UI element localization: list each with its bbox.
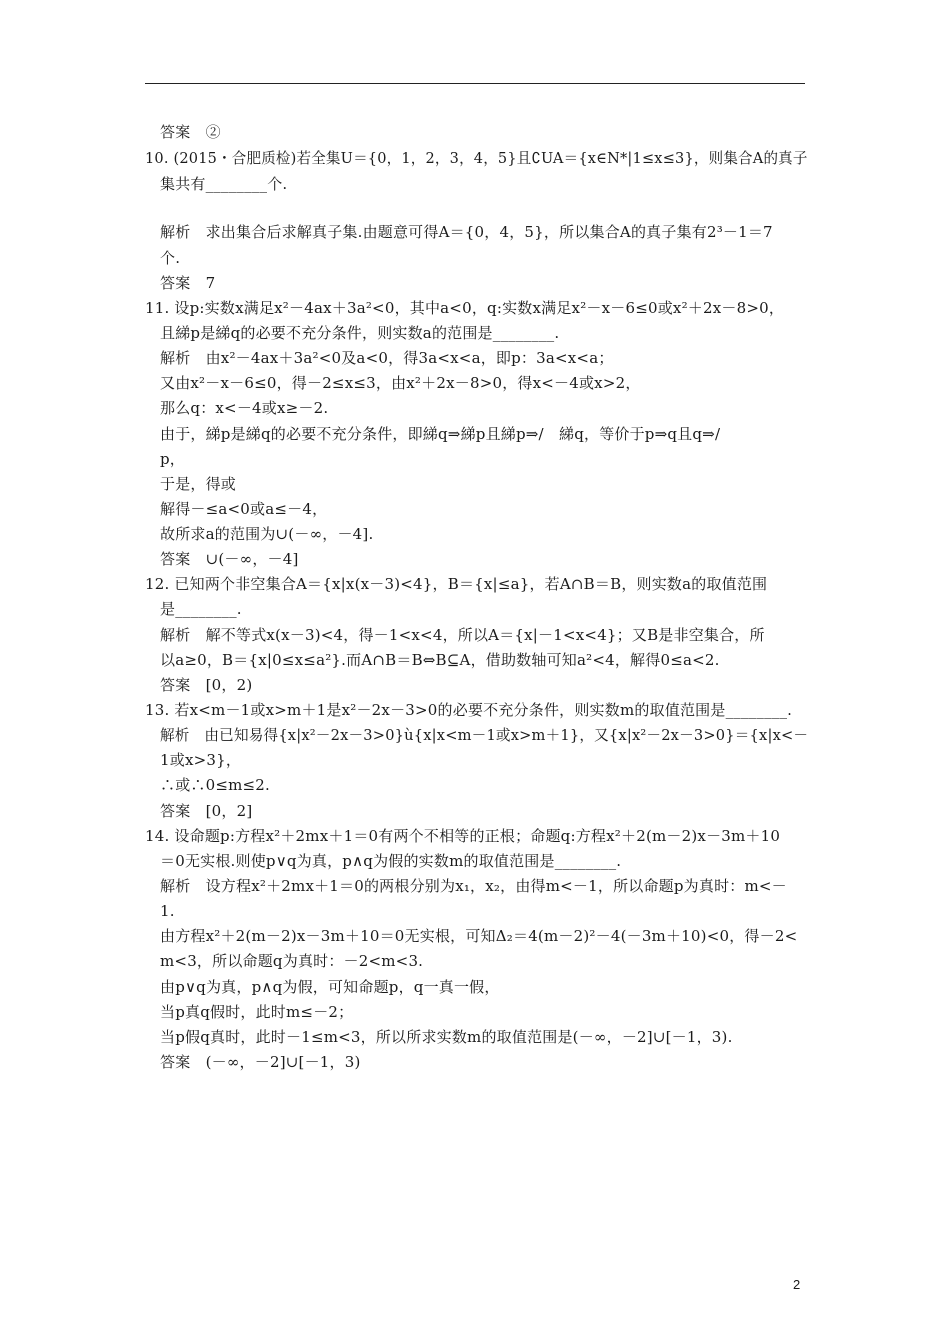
analysis-13-line-2: 1或x>3}， — [160, 751, 242, 769]
analysis-14-line-3: 由方程x²＋2(m－2)x－3m＋10＝0无实根，可知Δ₂＝4(m－2)²－4(－3m＋10)<0，得－2< — [160, 927, 798, 945]
answer-11: 答案 ∪(－∞，－4] — [160, 550, 299, 568]
problem-10-line-2: 集共有________个. — [160, 175, 288, 193]
header-rule — [145, 83, 805, 84]
analysis-14-line-7: 当p假q真时，此时－1≤m<3，所以所求实数m的取值范围是(－∞，－2]∪[－1，3). — [160, 1028, 733, 1046]
analysis-11-line-2: 又由x²－x－6≤0，得－2≤x≤3，由x²＋2x－8>0，得x<－4或x>2， — [160, 374, 641, 392]
answer-12: 答案 [0，2) — [160, 676, 253, 694]
analysis-14-line-1: 解析 设方程x²＋2mx＋1＝0的两根分别为x₁，x₂，由得m<－1，所以命题p为真时：m<－ — [160, 877, 787, 895]
answer-14: 答案 (－∞，－2]∪[－1，3) — [160, 1053, 361, 1071]
analysis-11-line-6: 于是，得或 — [160, 475, 237, 493]
analysis-10-line-1: 解析 求出集合后求解真子集.由题意可得A＝{0，4，5}，所以集合A的真子集有2³－1＝7 — [160, 223, 773, 241]
analysis-10-line-2: 个. — [160, 249, 181, 267]
answer-10: 答案 7 — [160, 274, 216, 292]
analysis-12-line-1: 解析 解不等式x(x－3)<4，得－1<x<4，所以A＝{x|－1<x<4}；又B是非空集合，所 — [160, 626, 765, 644]
answer-13: 答案 [0，2] — [160, 802, 253, 820]
problem-14-line-2: ＝0无实根.则使p∨q为真，p∧q为假的实数m的取值范围是________. — [160, 852, 622, 870]
analysis-11-line-1: 解析 由x²－4ax＋3a²<0及a<0，得3a<x<a，即p：3a<x<a； — [160, 349, 614, 367]
analysis-11-line-7: 解得－≤a<0或a≤－4， — [160, 500, 328, 518]
analysis-14-line-6: 当p真q假时，此时m≤－2； — [160, 1003, 354, 1021]
problem-11-line-1: 11. 设p:实数x满足x²－4ax＋3a²<0，其中a<0，q:实数x满足x²－x－6≤0或x²＋2x－8>0， — [145, 299, 785, 317]
problem-12-line-1: 12. 已知两个非空集合A＝{x|x(x－3)<4}，B＝{x|≤a}，若A∩B＝B，则实数a的取值范围 — [145, 575, 768, 593]
page-number: 2 — [793, 1277, 801, 1292]
answer-9: 答案 ② — [160, 123, 221, 141]
problem-14-line-1: 14. 设命题p:方程x²＋2mx＋1＝0有两个不相等的正根；命题q:方程x²＋2(m－2)x－3m＋10 — [145, 827, 781, 845]
problem-10-line-1: 10. (2015・合肥质检)若全集U＝{0，1，2，3，4，5}且∁UA＝{x∈N*|1≤x≤3}，则集合A的真子 — [145, 149, 808, 167]
analysis-13-line-1: 解析 由已知易得{x|x²－2x－3>0}ù{x|x<m－1或x>m＋1}，又{x|x²－2x－3>0}＝{x|x<－ — [160, 726, 809, 744]
problem-12-line-2: 是________. — [160, 600, 242, 618]
problem-11-line-2: 且綈p是綈q的必要不充分条件，则实数a的范围是________. — [160, 324, 560, 342]
analysis-11-line-3: 那么q：x<－4或x≥－2. — [160, 399, 329, 417]
analysis-11-line-4: 由于，綈p是綈q的必要不充分条件，即綈q⇒綈p且綈p⇒/ 綈q，等价于p⇒q且q⇒/ — [160, 425, 721, 443]
analysis-11-line-8: 故所求a的范围为∪(－∞，－4]. — [160, 525, 374, 543]
analysis-12-line-2: 以a≥0，B＝{x|0≤x≤a²}.而A∩B＝B⇔B⊆A，借助数轴可知a²<4，解得0≤a<2. — [160, 651, 720, 669]
analysis-13-line-3: ∴或∴0≤m≤2. — [160, 776, 271, 794]
analysis-11-line-5: p， — [160, 450, 186, 468]
problem-13-line-1: 13. 若x<m－1或x>m＋1是x²－2x－3>0的必要不充分条件，则实数m的取值范围是________. — [145, 701, 793, 719]
analysis-14-line-5: 由p∨q为真，p∧q为假，可知命题p，q一真一假， — [160, 978, 500, 996]
analysis-14-line-4: m<3，所以命题q为真时：－2<m<3. — [160, 952, 424, 970]
analysis-14-line-2: 1. — [160, 902, 175, 920]
